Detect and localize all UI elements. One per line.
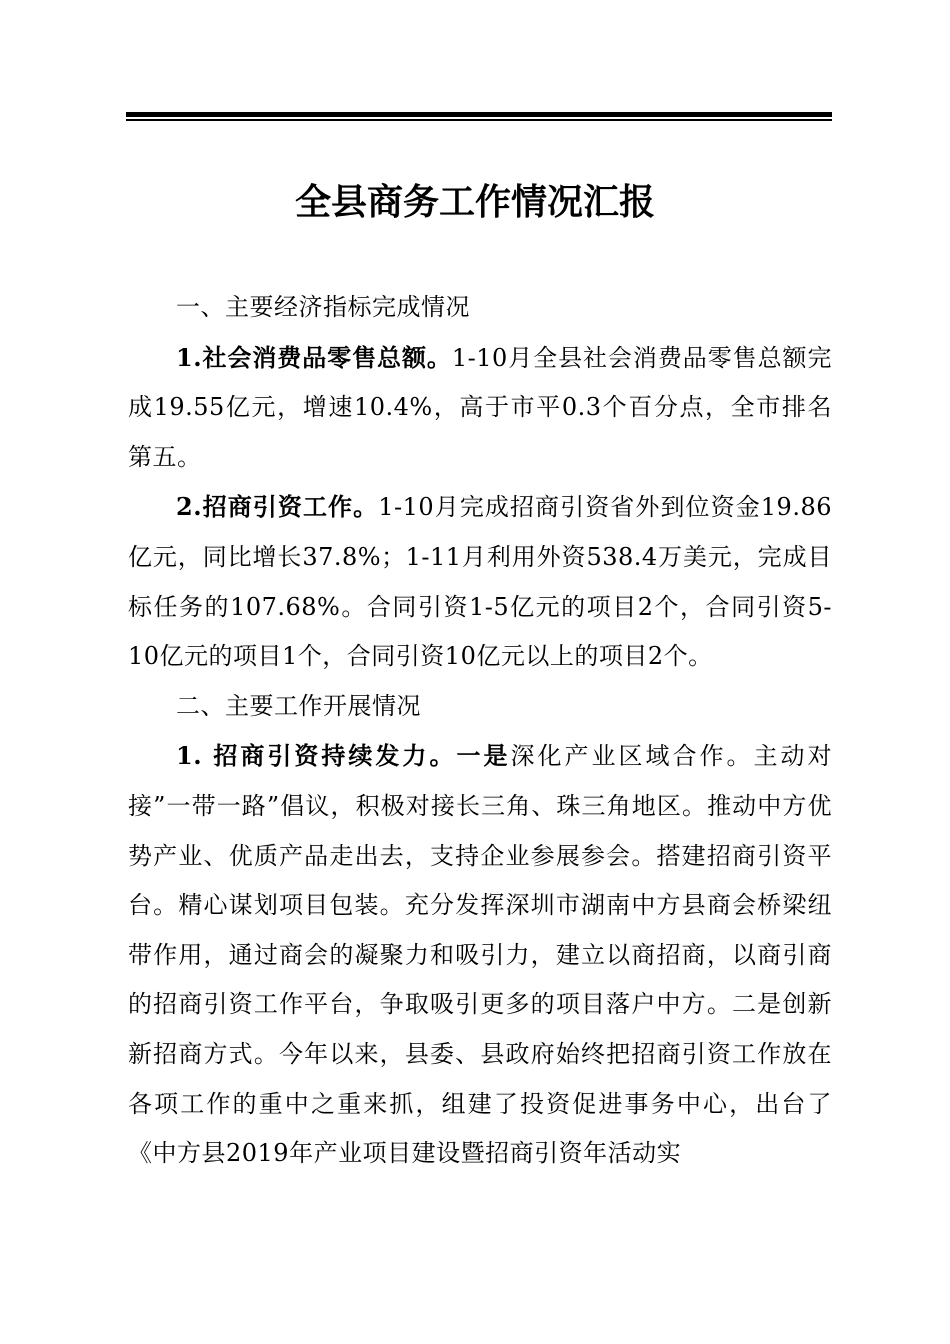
paragraph-investment	[128, 482, 832, 681]
header-rule-thin	[126, 119, 832, 121]
section-heading-1: 一、主要经济指标完成情况	[176, 293, 470, 321]
document-title: 全县商务工作情况汇报	[294, 181, 655, 223]
document-body	[128, 283, 832, 1179]
paragraph-lead: 1.社会消费品零售总额。	[176, 342, 452, 372]
section-heading-2: 二、主要工作开展情况	[176, 691, 421, 720]
paragraph-retail-sales	[128, 333, 832, 483]
paragraph-text: 1-10月全县社会消费品零售总额完成19.55亿元，增速10.4%，高于市平0.3个百分点，全市排名第五。	[128, 343, 832, 471]
paragraph-text: 深化产业区域合作。主动对接”一带一路”倡议，积极对接长三角、珠三角地区。推动中方优势产业、优质产品走出去，支持企业参展参会。搭建招商引资平台。精心谋划项目包装。充分发挥深圳市湖南中方县商会桥梁纽带作用，通过商会的凝聚力和吸引力，建立以商招商，以商引商的招商引资工作平台，争取吸引更多的项目落户中方。二是创新新招商方式。今年以来，县委、县政府始终把招商引资工作放在各项工作的重中之重来抓，组建了投资促进事务中心，出台了《中方县2019年产业项目建设暨招商引资年活动实	[128, 742, 832, 1168]
paragraph-lead: 1. 招商引资持续发力。一是	[176, 741, 511, 771]
paragraph-lead: 2.招商引资工作。	[176, 492, 379, 522]
header-rule-thick	[126, 112, 832, 117]
paragraph-text: 1-10月完成招商引资省外到位资金19.86亿元，同比增长37.8%；1-11月利用外资538.4万美元，完成目标任务的107.68%。合同引资1-5亿元的项目2个，合同引资5-10亿元的项目1个，合同引资10亿元以上的项目2个。	[128, 493, 832, 671]
paragraph-investment-efforts	[128, 731, 832, 1178]
